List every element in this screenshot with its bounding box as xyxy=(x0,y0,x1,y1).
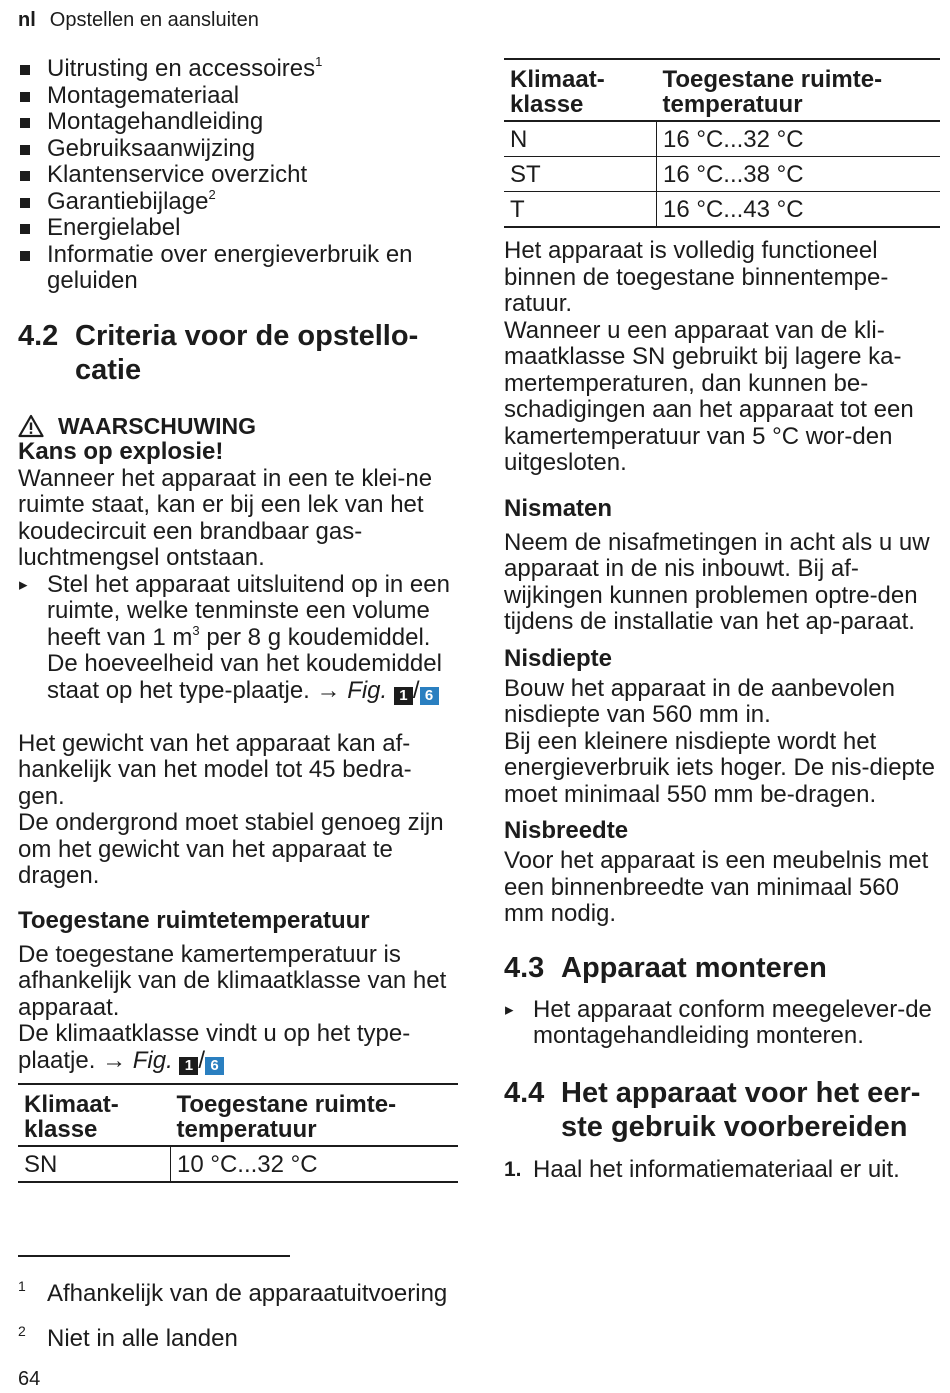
page-header xyxy=(18,8,259,32)
function-text: Het apparaat is volledig functioneel binnen de toegestane binnentempe-ratuur. xyxy=(504,237,889,317)
ground-text: De ondergrond moet stabiel genoeg zijn om het gewicht van het apparaat te dragen. xyxy=(18,809,444,889)
climate-table-left xyxy=(18,1083,458,1183)
list-item: Informatie over energieverbruik en geluiden xyxy=(18,242,458,295)
table-row: N 16 °C...32 °C xyxy=(504,121,940,157)
list-item: Montagehandleiding xyxy=(18,109,458,136)
nisbreedte-text: Voor het apparaat is een meubelnis met een binnenbreedte van minimaal 560 mm nodig. xyxy=(504,847,929,927)
warning-label: WAARSCHUWING xyxy=(58,412,257,439)
mount-steps xyxy=(504,997,940,1050)
temp-heading: Toegestane ruimtetemperatuur xyxy=(18,906,370,934)
figure-ref-1: 1 xyxy=(394,687,413,705)
warning-text: Wanneer het apparaat in een te klei-ne ruimte staat, kan er bij een lek van het koudecircuit een brandbaar gas-luchtmengsel ontstaan. xyxy=(18,464,433,571)
arrow-icon: → xyxy=(316,676,341,704)
list-item: Montagemateriaal xyxy=(18,83,458,110)
prepare-steps xyxy=(504,1157,940,1184)
footnote: 2 Niet in alle landen xyxy=(18,1323,238,1352)
contents-list xyxy=(18,56,458,295)
table-header: Klimaat- klasse xyxy=(504,59,657,121)
table-row: SN 10 °C...32 °C xyxy=(18,1146,458,1182)
instruction-step: ▸ Stel het apparaat uitsluitend op in een ruimte, welke tenminste een volume heeft van 1 $m^3$ per 8 g koudemiddel. De hoeveelheid van het koudemiddel staat op het type-plaatje. → Fig. 1 / 6 xyxy=(18,572,458,705)
left-column xyxy=(18,56,458,1183)
nismaten-heading: Nismaten xyxy=(504,494,613,522)
climate-table-right xyxy=(504,58,940,228)
table-header: Toegestane ruimte- temperatuur xyxy=(171,1084,459,1146)
table-header: Toegestane ruimte- temperatuur xyxy=(657,59,941,121)
list-item: Uitrusting en accessoires$^1$ xyxy=(18,56,458,83)
warning-title: Kans op explosie! xyxy=(18,438,224,465)
warning-header xyxy=(18,413,458,440)
nismaten-text: Neem de nisafmetingen in acht als u uw apparaat in de nis inbouwt. Bij af-wijkingen kunnen problemen optre-den tijdens de installatie van het ap-paraat. xyxy=(504,528,930,635)
arrow-icon: → xyxy=(102,1046,127,1074)
section-heading-4-2: 4.2 Criteria voor de opstello- catie xyxy=(18,319,419,386)
list-item: Gebruiksaanwijzing xyxy=(18,136,458,163)
sn-text: Wanneer u een apparaat van de kli-maatklasse SN gebruikt bij lagere ka-mertemperaturen, dan kunnen be-schadigingen aan het apparaat tot een kamertemperatuur van 5 °C wor-den uitgesloten. xyxy=(504,316,914,476)
temp-text: De toegestane kamertemperatuur is afhankelijk van de klimaatklasse van het apparaat. xyxy=(18,940,447,1021)
warning-steps xyxy=(18,572,458,705)
weight-text: Het gewicht van het apparaat kan af-hankelijk van het model tot 45 bedra-gen. xyxy=(18,729,412,810)
figure-ref-1: 1 xyxy=(179,1057,198,1075)
list-item: Energielabel xyxy=(18,215,458,242)
section-heading-4-3: 4.3 Apparaat monteren xyxy=(504,951,827,984)
language-code: nl xyxy=(18,9,36,31)
instruction-step: ▸ Het apparaat conform meegelever-de montagehandleiding monteren. xyxy=(504,997,940,1050)
figure-ref-6: 6 xyxy=(420,687,439,705)
nisdiepte-text: Bouw het apparaat in de aanbevolen nisdiepte van 560 mm in. xyxy=(504,674,895,728)
warning-triangle-icon xyxy=(18,414,44,438)
footnote-divider xyxy=(18,1255,290,1257)
right-column xyxy=(504,58,940,1183)
page-number: 64 xyxy=(18,1368,41,1390)
table-row: ST 16 °C...38 °C xyxy=(504,157,940,192)
nisdiepte-heading: Nisdiepte xyxy=(504,644,613,672)
temp-text-2: De klimaatklasse vindt u op het type-plaatje. → Fig. 1 / 6 xyxy=(18,1020,411,1074)
section-heading-4-4: 4.4 Het apparaat voor het eer- ste gebruik voorbereiden xyxy=(504,1076,921,1143)
list-item: Garantiebijlage$^2$ xyxy=(18,189,458,216)
nisbreedte-heading: Nisbreedte xyxy=(504,817,629,844)
list-item: Klantenservice overzicht xyxy=(18,162,458,189)
footnote: 1 Afhankelijk van de apparaatuitvoering xyxy=(18,1278,448,1307)
nisdiepte-text-2: Bij een kleinere nisdiepte wordt het energieverbruik iets hoger. De nis-diepte moet minimaal 550 mm be-dragen. xyxy=(504,727,935,808)
table-row: T 16 °C...43 °C xyxy=(504,192,940,228)
table-header: Klimaat- klasse xyxy=(18,1084,171,1146)
figure-ref-6: 6 xyxy=(205,1057,224,1075)
instruction-step: 1. Haal het informatiemateriaal er uit. xyxy=(504,1155,900,1183)
chapter-title: Opstellen en aansluiten xyxy=(49,9,259,31)
warning-block xyxy=(18,413,458,705)
